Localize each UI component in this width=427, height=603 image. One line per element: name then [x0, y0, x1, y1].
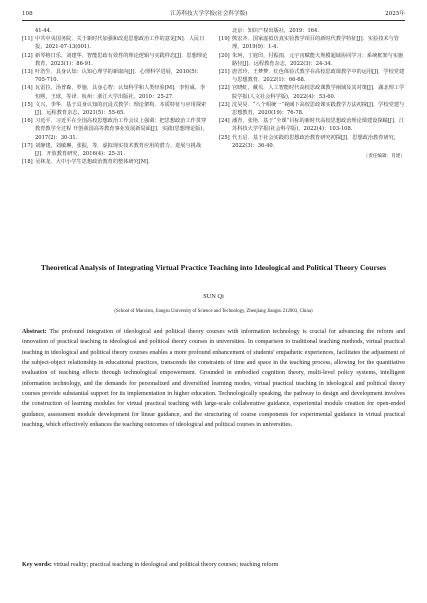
references-right-column — [219, 27, 405, 166]
reference-item: [19] 熊宏齐．国家虚拟仿真实验教学项目的新时代教学特征[J]．实验技术与管理，2019(9)：1-4. — [219, 36, 399, 51]
reference-item: [12] 新琴格日乐，刘建华．智能思政有效性的理论逻辑与实践样态[J]．思想理论教育，2023(1)：86-91. — [22, 52, 208, 67]
abstract — [22, 327, 405, 430]
english-title: Theoretical Analysis of Integrating Virtual Practice Teaching into Ideological and Political Theory Courses — [40, 263, 387, 272]
reference-item: [21] 唐晋玲，王梦梦．红色体验式教学在高校思政课教学中的运用[J]．学校党建与思想教育，2022(1)：66-68. — [219, 69, 405, 84]
reference-item: 北京：知识产权出版社，2019：164. — [232, 28, 320, 34]
reference-item: [14] 瓦雷拉，汤普森，罗施．具身心智：认知科学和人类经验[M]．李恒威，李恒熙，王球，等译．杭州：浙江大学出版社，2010：25-27. — [22, 85, 206, 100]
reference-item: [20] 朱珂，丁庭印，付振雨．元宇宙赋能大规模超域协同学习：系统框架与实施路径[J]．远程教育杂志，2022(3)：24-34. — [219, 52, 404, 67]
keywords-label: Key words: — [22, 562, 52, 568]
editor-note: （责任编辑：肖建） — [363, 154, 405, 160]
reference-item: [15] 文兴，李华．基于具身认知的沉浸式教学：理论架构、本质特征与应用探索[J]．远程教育杂志，2021(5)：55-65. — [22, 101, 207, 117]
running-header — [22, 8, 405, 21]
author-affiliation: (School of Marxism, Jiangsu University of Science and Technology, Zhenjiang Jiangsu 212003, China) — [114, 309, 313, 314]
abstract-label: Abstract: — [22, 329, 47, 335]
author-name: SUN Qi — [203, 293, 224, 300]
page-number: 108 — [22, 11, 33, 17]
references — [22, 27, 405, 166]
reference-item: 41-44. — [35, 28, 52, 34]
journal-name: 江苏科技大学学报(社会科学版) — [170, 11, 248, 17]
keywords — [22, 560, 405, 570]
reference-item: [18] 吴林龙．大中小学生思想政治教育的整体研究[M]． — [22, 159, 154, 166]
abstract-text: The profound integration of ideological and political theory courses with information technology is crucial for advancing the reform and innovation of practical teaching in ideological and political theory courses in universities. In comparison to traditional teaching methods, virtual practical teaching in ideological and political theory courses enables a more profound enhancement of students' empathetic experiences, facilitates the adjustment of the subject-object relationship in educational practices, transcends the constraints of time and space in the teaching process, allowing for the quantitative evaluation of teaching effects through technological empowerment. Grounded in embodied cognition theory, multi-level policy systems, intelligent information technology, and the demands for personalized and diversified learning modes, virtual practical teaching in ideological and political theory courses provide substantial support for its implementation in higher education. Technologically speaking, the pathway to design and development involves the construction of learning modules for virtual practical teaching with large-scale collaborative guidance, experiential module creation for open-ended guidance, assessment module development for linear guidance, and the structuring of course components for experimental guidance in virtual practical teaching, which effectively enhances the teaching outcomes of ideological and political courses in universities. — [22, 329, 405, 429]
reference-item: [23] 沈昊昊．“八个相统一”视阈下高校思政课实践教学方法初探[J]．学校党建与思想教育，2020(19)：76-78. — [219, 101, 405, 117]
reference-item: [13] 叶浩生．具身认知：认知心理学的新取向[J]．心理科学进展，2010(5)：705-710. — [22, 69, 202, 84]
reference-item: [16] 习近平．习近平在全国高校思想政治工作会议上强调：把思想政治工作贯穿教育教学全过程 开创我国高等教育事业发展新局面[J]．实践(思想理论版)，2017(2)：30-31. — [22, 118, 208, 141]
reference-item: [17] 刘静建，刘敏琳，张振，等．虚拟现实技术教育应用的潜力、进展与挑战[J]．开放教育研究，2016(4)：25-31. — [22, 142, 202, 158]
reference-item: [11] 中共中央国务院．关于新时代加强和改进思想政治工作的意见[N]．人民日报，2021-07-13(001). — [22, 36, 205, 51]
reference-item: [25] 代玉启．基于社会实践的思想政治教育研究初探[J]．思想政治教育研究，2022(3)：36-40. — [219, 134, 399, 149]
reference-item: [24] 潘青，张艳．基于“全课”目标的新时代高校思想政治理论课建设探赜[J]．江苏科技大学学报(社会科学版)，2022(4)：103-108. — [219, 118, 405, 133]
reference-item: [22] 宫晓虹，戴贝．人工智能时代高校思政课教学阐域及其对策[J]．湖北理工学院学报(人文社会科学版)，2022(4)：53-60. — [219, 85, 405, 100]
keywords-text: virtual reality; practical teaching in ideological and political theory courses; teaching reform — [53, 562, 279, 568]
journal-year: 2025年 — [385, 11, 405, 17]
references-left-column — [22, 27, 208, 166]
